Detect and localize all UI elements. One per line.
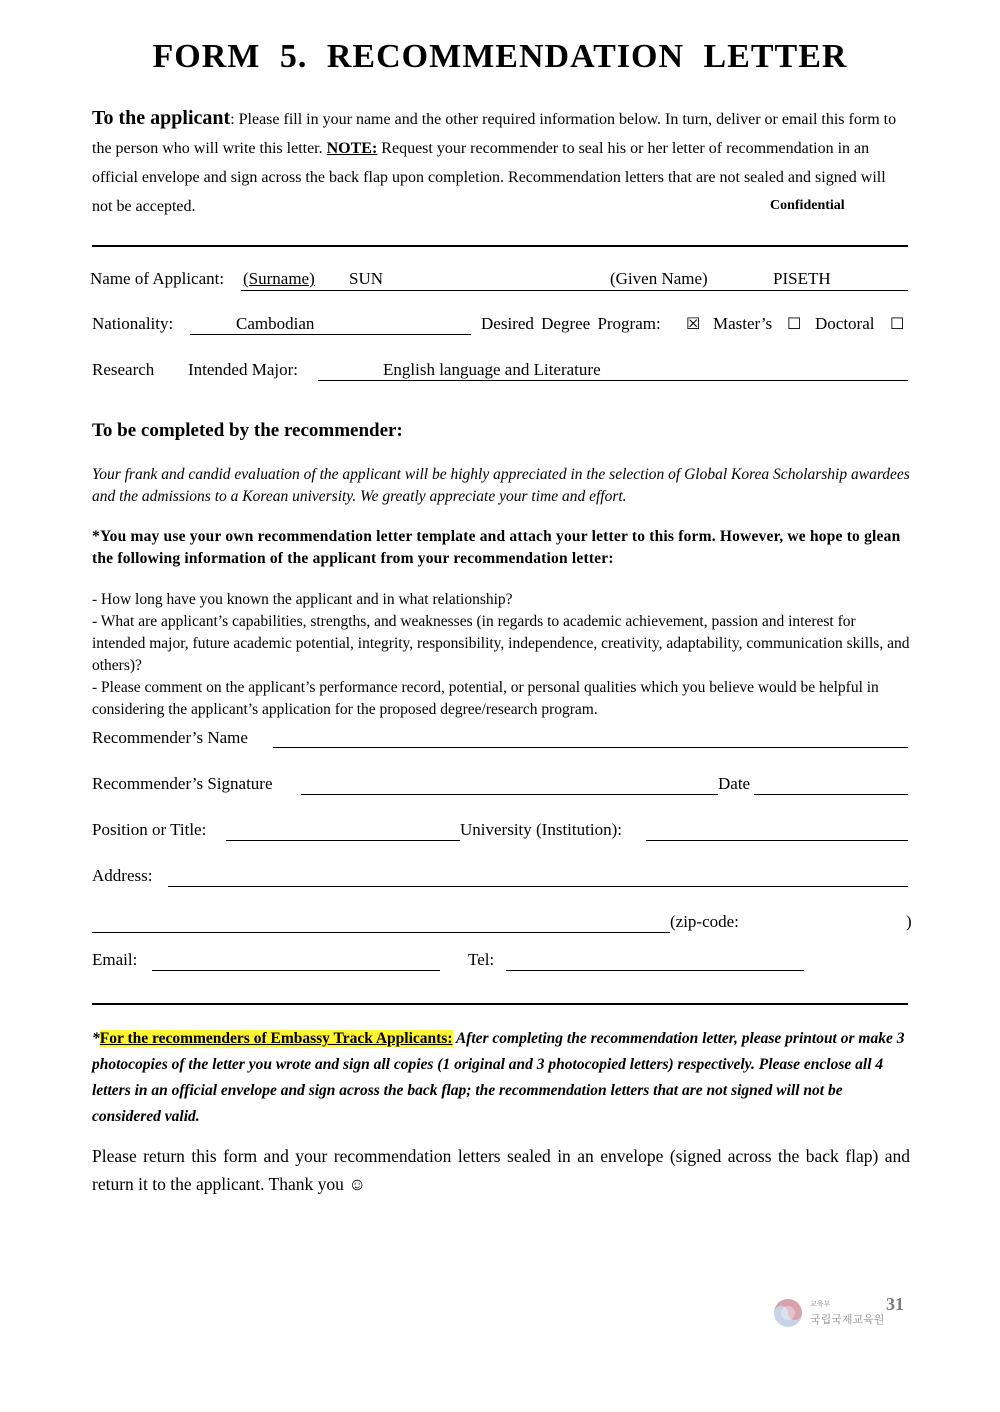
confidential-label: Confidential xyxy=(770,198,845,213)
instructions-text-2: Request your recommender to seal his or her letter of recommendation in an official envelope and sign across the back flap upon completion. Recommendation letters that are not sealed and signed will not be accepted. xyxy=(92,140,886,215)
list-item: - Please comment on the applicant’s performance record, potential, or personal qualities which you believe would be helpful in considering the applicant’s application for the proposed degree/research program. xyxy=(92,679,879,718)
template-note: *You may use your own recommendation letter template and attach your letter to this form. However, we hope to glean the following information of the applicant from your recommendation letter: xyxy=(92,528,901,567)
logo-institute-text: 국립국제교육원 xyxy=(810,1313,885,1326)
instructions-lead: To the applicant xyxy=(92,107,231,129)
given-name-label: (Given Name) xyxy=(610,269,708,288)
signature-field[interactable] xyxy=(301,794,718,795)
embassy-highlight: For the recommenders of Embassy Track Applicants: xyxy=(99,1030,453,1047)
embassy-text: After completing the recommendation letter, please printout or make 3 photocopies of the letter you wrote and sign all copies (1 original and 3 photocopied letters) respectively. Please enclose all 4 letters in an official envelope and sign across the back flap; the recommendation letters that are not signed will not be considered valid. xyxy=(92,1030,905,1125)
list-item: - What are applicant’s capabilities, strengths, and weaknesses (in regards to academic achievement, passion and interest for intended major, future academic potential, integrity, responsibility, independence, creativity, adaptability, communication skills, and others)? xyxy=(92,613,910,674)
tel-label: Tel: xyxy=(468,950,495,969)
intended-major-label: Intended Major: xyxy=(188,360,298,379)
question-list xyxy=(92,589,910,721)
surname-field[interactable]: SUN xyxy=(349,269,384,288)
date-field[interactable] xyxy=(754,794,908,795)
nationality-label: Nationality: xyxy=(92,314,174,333)
applicant-instructions xyxy=(92,104,910,221)
name-underline xyxy=(241,290,908,291)
nationality-underline xyxy=(190,334,471,335)
divider-top xyxy=(92,245,908,247)
applicant-name-label: Name of Applicant: xyxy=(90,269,225,288)
position-field[interactable] xyxy=(226,840,460,841)
university-label: University (Institution): xyxy=(460,820,622,839)
evaluation-note: Your frank and candid evaluation of the applicant will be highly appreciated in the selection of Global Korea Scholarship awardees and the admissions to a Korean university. We greatly appreciate your time and effort. xyxy=(92,466,910,505)
degree-program-label: Desired Degree Program: xyxy=(481,314,661,333)
doctoral-label: Doctoral xyxy=(815,314,875,333)
intended-major-field[interactable]: English language and Literature xyxy=(383,360,601,379)
recommender-name-field[interactable] xyxy=(273,747,908,748)
research-checkbox[interactable]: ☐ xyxy=(890,314,905,333)
major-underline xyxy=(318,380,908,381)
signature-label: Recommender’s Signature xyxy=(92,774,273,793)
masters-checkbox[interactable]: ☒ xyxy=(686,314,701,333)
divider-bottom xyxy=(92,1003,908,1005)
doctoral-checkbox[interactable]: ☐ xyxy=(787,314,802,333)
email-label: Email: xyxy=(92,950,138,969)
address-field-line-2[interactable] xyxy=(92,932,670,933)
page-number: 31 xyxy=(886,1294,904,1314)
tel-field[interactable] xyxy=(506,970,804,971)
address-field[interactable] xyxy=(168,886,908,887)
university-field[interactable] xyxy=(646,840,908,841)
embassy-track-note xyxy=(92,1026,910,1130)
email-field[interactable] xyxy=(152,970,440,971)
position-label: Position or Title: xyxy=(92,820,207,839)
embassy-asterisk: * xyxy=(92,1030,100,1047)
masters-label: Master’s xyxy=(713,314,773,333)
research-label: Research xyxy=(92,360,155,379)
surname-label: (Surname) xyxy=(243,269,315,288)
recommender-section-heading: To be completed by the recommender: xyxy=(92,420,403,441)
closing-text: Please return this form and your recommendation letters sealed in an envelope (signed across the back flap) and return it to the applicant. Thank you ☺ xyxy=(92,1146,910,1194)
nationality-field[interactable]: Cambodian xyxy=(236,314,315,333)
address-label: Address: xyxy=(92,866,153,885)
instructions-text-1: : Please fill in your name and the other required information below. In turn, deliver or email this form to the person who will write this letter. xyxy=(92,111,897,157)
zip-code-close: ) xyxy=(906,912,912,931)
logo-ministry-text: 교육부 xyxy=(810,1300,831,1308)
zip-code-label: (zip-code: xyxy=(670,912,739,931)
recommender-name-label: Recommender’s Name xyxy=(92,728,248,747)
list-item: - How long have you known the applicant and in what relationship? xyxy=(92,591,513,608)
date-label: Date xyxy=(718,774,751,793)
given-name-field[interactable]: PISETH xyxy=(773,269,831,288)
taegeuk-icon xyxy=(772,1297,804,1329)
note-label: NOTE: xyxy=(326,140,378,157)
page-title: FORM 5. RECOMMENDATION LETTER xyxy=(152,38,848,75)
